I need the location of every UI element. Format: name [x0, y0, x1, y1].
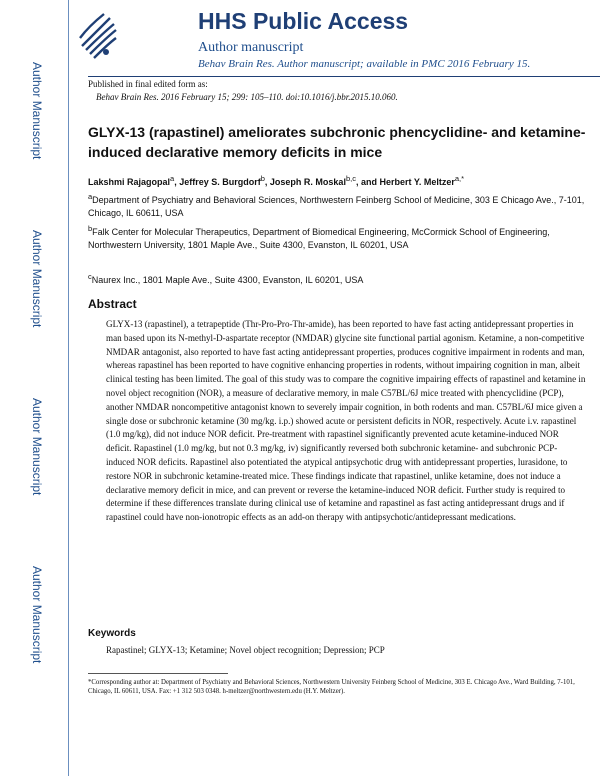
author-manuscript-sidebar [0, 0, 68, 776]
author-name: Joseph R. Moskal [269, 177, 346, 187]
sidebar-divider [68, 0, 69, 776]
citation-line: Behav Brain Res. 2016 February 15; 299: 105–110. doi:10.1016/j.bbr.2015.10.060. [96, 92, 398, 102]
sidebar-label: Author Manuscript [30, 398, 44, 496]
footnote-rule [88, 673, 228, 674]
author-name: Lakshmi Rajagopal [88, 177, 171, 187]
author-affiliation-mark: a [170, 174, 175, 183]
author-affiliation-mark: b,c [345, 174, 356, 183]
author-name: Herbert Y. Meltzer [379, 177, 455, 187]
page-header [68, 0, 600, 76]
sidebar-label: Author Manuscript [30, 566, 44, 664]
affiliation: $^a$Department of Psychiatry and Behavioral Sciences, Northwestern Feinberg School of Medicine, 303 E Chicago Ave., 7-101, Chicago, IL 60611, USA [88, 192, 585, 218]
hhs-public-access-title: HHS Public Access [198, 8, 409, 34]
corresponding-author-footnote: *Corresponding author at: Department of Psychiatry and Behavioral Sciences, Northwestern University Feinberg School of Medicine, 303 E. Chicago Ave., Ward Building, 7-101, Chicago, IL 60611, USA. Fax: +1 312 503 0348. h-meltzer@northwestern.edu (H.Y. Meltzer). [88, 679, 575, 695]
abstract-heading: Abstract [88, 297, 137, 311]
journal-availability: Behav Brain Res. Author manuscript; available in PMC 2016 February 15. [198, 58, 531, 70]
keywords-heading: Keywords [88, 628, 136, 639]
keywords-text: Rapastinel; GLYX-13; Ketamine; Novel object recognition; Depression; PCP [106, 645, 385, 655]
header-rule [88, 76, 600, 77]
affiliation: $^c$Naurex Inc., 1801 Maple Ave., Suite 4300, Evanston, IL 60201, USA [88, 272, 364, 285]
author-affiliation-mark: a,* [454, 174, 465, 183]
sidebar-label: Author Manuscript [30, 62, 44, 160]
hhs-eagle-logo-icon [76, 8, 120, 64]
sidebar-label: Author Manuscript [30, 230, 44, 328]
published-in-label: Published in final edited form as: [88, 79, 208, 89]
abstract-text: GLYX-13 (rapastinel), a tetrapeptide (Thr-Pro-Pro-Thr-amide), has been reported to have fast acting antidepressant properties in man based upon its N-methyl-D-aspartate receptor (NMDAR) glycine site functional partial agonism. Ketamine, a non-competitive NMDAR antagonist, also reported to have fast acting antidepressant properties, produces cognitive impairment in rodents and man, whereas rapastinel has been reported to have cognitive enhancing properties in rodents, without impairing cognition in man, albeit clinical testing has been limited. The goal of this study was to compare the cognitive impairing effects of rapastinel and ketamine in novel object recognition (NOR), a measure of declarative memory, in male C57BL/6J mice treated with phencyclidine (PCP), another NMDAR noncompetitive antagonist known to severely impair cognition, in both rodents and man. C57BL/6J mice given a single dose or subchronic ketamine (30 mg/kg. i.p.) showed acute or persistent deficits in NOR, respectively. Acute i.v. rapastinel (1.0 mg/kg), did not induce NOR deficit. Pre-treatment with rapastinel significantly prevented acute ketamine-induced NOR deficit. Rapastinel (1.0 mg/kg, but not 0.3 mg/kg, iv) significantly reversed both subchronic ketamine- and subchronic PCP-induced NOR deficits. Rapastinel also potentiated the atypical antipsychotic drug with antidepressant properties, lurasidone, to restore NOR in subchronic ketamine-treated mice. These findings indicate that rapastinel, unlike ketamine, does not induce a declarative memory deficit in mice, and can prevent or reverse the ketamine-induced NOR deficit. Further study is required to determine if these differences translate during clinical use of ketamine and rapastinel as fast acting antidepressant drugs and if rapastinel could have non-ionotropic effects as an add-on therapy with antipsychotic/antidepressant medications. [106, 319, 586, 523]
author-manuscript-label: Author manuscript [198, 40, 304, 55]
author-affiliation-mark: b [260, 174, 265, 183]
author-name: Jeffrey S. Burgdorf [179, 177, 261, 187]
author-list: Lakshmi Rajagopal$^a$, Jeffrey S. Burgdorf$^b$, Joseph R. Moskal$^{b,c}$, and Herbert Y. Meltzer$^{a,*}$ [88, 174, 465, 187]
article-title: GLYX-13 (rapastinel) ameliorates subchronic phencyclidine- and ketamine-induced declarative memory deficits in mice [88, 124, 586, 160]
affiliation: $^b$Falk Center for Molecular Therapeutics, Department of Biomedical Engineering, McCormick School of Engineering, Northwestern University, 1801 Maple Ave., Suite 4300, Evanston, IL 60201, USA [88, 224, 550, 250]
